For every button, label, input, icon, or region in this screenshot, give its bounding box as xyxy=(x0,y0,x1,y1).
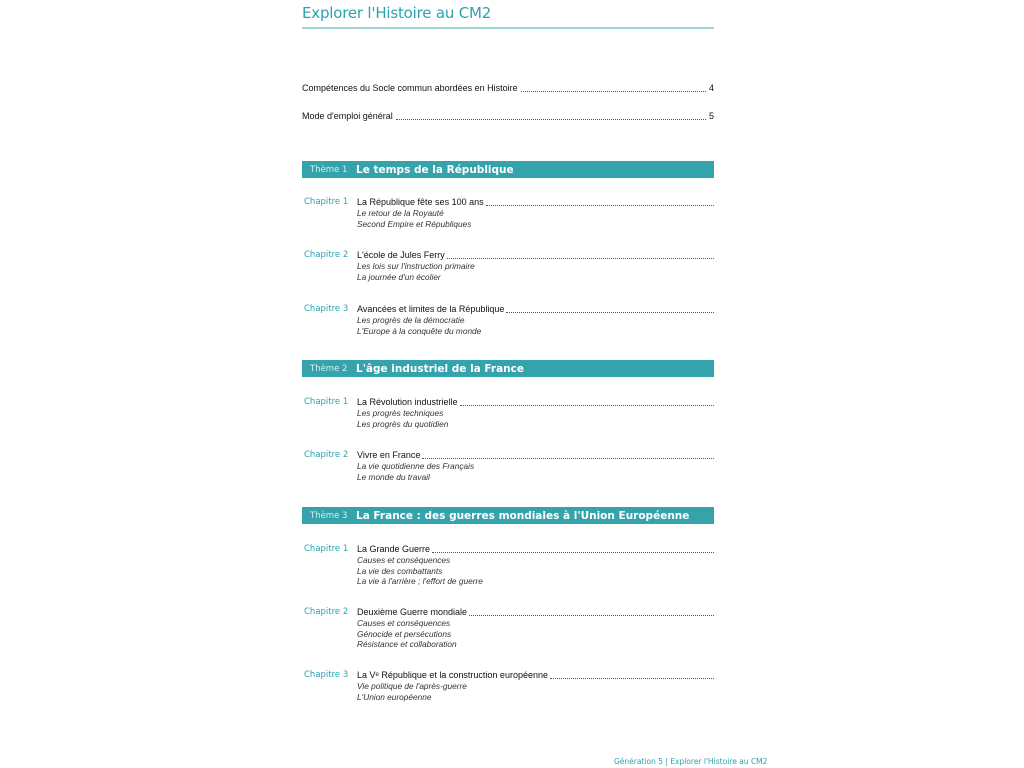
chapter-number: Chapitre 3 xyxy=(304,304,349,314)
dot-leader xyxy=(521,90,706,92)
title-rule xyxy=(302,27,714,29)
theme-bar-1[interactable] xyxy=(302,161,714,178)
dot-leader xyxy=(506,311,714,313)
dot-leader xyxy=(432,551,714,553)
theme-name: La France : des guerres mondiales à l'Union Européenne xyxy=(356,509,690,522)
chapter-entry[interactable] xyxy=(302,670,714,702)
chapter-entry[interactable] xyxy=(302,397,714,429)
theme-number: Thème 2 xyxy=(310,363,348,374)
dot-leader xyxy=(447,257,714,259)
chapter-number: Chapitre 1 xyxy=(304,397,349,407)
chapter-entry[interactable] xyxy=(302,450,714,482)
toc-line-page: 4 xyxy=(708,83,714,93)
toc-line-competences[interactable] xyxy=(302,82,714,94)
toc-line-label: Compétences du Socle commun abordées en Histoire xyxy=(302,83,518,93)
chapter-title: La République fête ses 100 ans xyxy=(357,197,484,207)
chapter-title: L'école de Jules Ferry xyxy=(357,250,445,260)
chapter-number: Chapitre 2 xyxy=(304,250,349,260)
toc-line-mode-emploi[interactable] xyxy=(302,110,714,122)
theme-number: Thème 1 xyxy=(310,164,348,175)
chapter-subtopic: La vie des combattants xyxy=(357,565,443,576)
page-title: Explorer l'Histoire au CM2 xyxy=(302,4,492,22)
chapter-subtopic: L'Union européenne xyxy=(357,691,432,702)
theme-name: Le temps de la République xyxy=(356,163,514,176)
chapter-subtopic: Vie politique de l'après-guerre xyxy=(357,681,467,691)
chapter-number: Chapitre 1 xyxy=(304,544,349,554)
chapter-title: La Révolution industrielle xyxy=(357,397,458,407)
chapter-entry[interactable] xyxy=(302,544,714,587)
chapter-title: La Grande Guerre xyxy=(357,544,431,554)
dot-leader xyxy=(469,614,714,616)
chapter-subtopic: Les progrès techniques xyxy=(357,408,444,418)
chapter-subtopic: Les progrès de la démocratie xyxy=(357,315,465,325)
chapter-title: Avancées et limites de la République xyxy=(357,304,505,314)
toc-line-page: 5 xyxy=(708,111,714,121)
chapter-number: Chapitre 2 xyxy=(304,450,349,460)
chapter-entry[interactable] xyxy=(302,607,714,650)
chapter-number: Chapitre 3 xyxy=(304,670,349,680)
dot-leader xyxy=(550,677,714,679)
chapter-title: Deuxième Guerre mondiale xyxy=(357,607,468,617)
chapter-subtopic: L'Europe à la conquête du monde xyxy=(357,325,482,336)
toc-line-label: Mode d'emploi général xyxy=(302,111,393,121)
chapter-subtopic: La vie quotidienne des Français xyxy=(357,461,475,471)
chapter-entry[interactable] xyxy=(302,250,714,282)
theme-bar-3[interactable] xyxy=(302,507,714,524)
chapter-title: La Vᵉ République et la construction européenne xyxy=(357,670,548,680)
chapter-entry[interactable] xyxy=(302,304,714,336)
chapter-subtopic: Causes et conséquences xyxy=(357,618,451,628)
chapter-subtopic: Génocide et persécutions xyxy=(357,628,452,639)
chapter-subtopic: La vie à l'arrière ; l'effort de guerre xyxy=(357,576,483,587)
page-footer: Génération 5 | Explorer l'Histoire au CM2 xyxy=(614,757,768,766)
chapter-number: Chapitre 2 xyxy=(304,607,349,617)
dot-leader xyxy=(396,118,706,120)
chapter-number: Chapitre 1 xyxy=(304,197,349,207)
chapter-subtopic: La journée d'un écolier xyxy=(357,271,441,282)
dot-leader xyxy=(460,404,714,406)
theme-name: L'âge industriel de la France xyxy=(356,362,524,375)
chapter-title: Vivre en France xyxy=(357,450,421,460)
chapter-subtopic: Second Empire et Républiques xyxy=(357,218,472,229)
chapter-subtopic: Résistance et collaboration xyxy=(357,639,457,650)
dot-leader xyxy=(422,457,714,459)
chapter-subtopic: Le monde du travail xyxy=(357,471,430,482)
theme-number: Thème 3 xyxy=(310,510,348,521)
theme-bar-2[interactable] xyxy=(302,360,714,377)
chapter-subtopic: Les progrès du quotidien xyxy=(357,418,449,429)
dot-leader xyxy=(486,204,714,206)
chapter-subtopic: Le retour de la Royauté xyxy=(357,208,444,218)
chapter-entry[interactable] xyxy=(302,197,714,229)
chapter-subtopic: Causes et conséquences xyxy=(357,555,451,565)
chapter-subtopic: Les lois sur l'instruction primaire xyxy=(357,261,475,271)
